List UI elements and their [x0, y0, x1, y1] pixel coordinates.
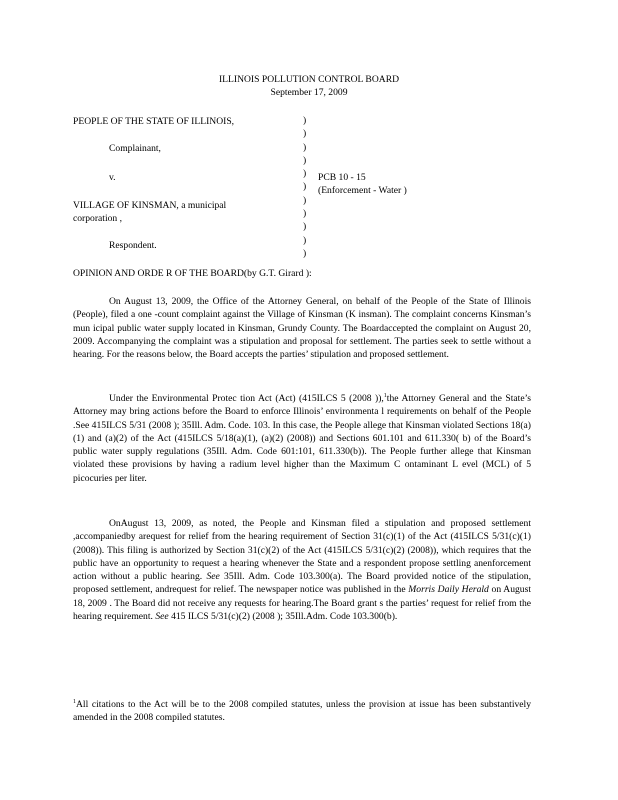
- caption-defendant-line2: corporation ,: [73, 213, 123, 224]
- paragraph-3-text-c: on August 18, 2009 . The Board did not receive any requests for hearing.The Board grant s the parties’ request for relief from the hearing requirement.: [73, 584, 532, 623]
- paren: ): [303, 128, 307, 140]
- paragraph-3-text-a: OnAugust 13, 2009, as noted, the People and Kinsman filed a stipulation and proposed settlement ,accompaniedby arequest for relief from the hearing requirement of Section 31(c)(1) of the Act (415ILCS 5/31(c)(1) (2008)). This filing is authorized by Section 31(c)(2) of the Act (415ILCS 5/31(c)(2) (2008)), which requires that the public have an opportunity to request a hearing whenever the State and a respondent propose settling anenforcement action without a public hearing.: [73, 518, 531, 583]
- paren: ): [303, 247, 307, 259]
- paragraph-2-text-b: the Attorney General and the State’s Attorney may bring actions before the Board to enforce Illinois’ environmenta l requirements on behalf of the People .See 415ILCS 5/31 (2008 ); 35Ill. Adm. Code. 103. In this case, the People allege that Kinsman violated Sections 18(a)(1) and (a)(2) of the Act (415ILCS 5/18(a)(1), (a)(2) (2008)) and Sections 601.101 and 611.330( b) of the Board’s public water supply regulations (35Ill. Adm. Code 601:101, 611.330(b)). The People further allege that Kinsman violated these provisions by having a radium level higher than the Maximum C ontaminant L evel (MCL) of 5 picocuries per liter.: [73, 393, 531, 484]
- board-name: ILLINOIS POLLUTION CONTROL BOARD: [218, 74, 400, 85]
- paren: ): [303, 194, 307, 206]
- caption-defendant-line1: VILLAGE OF KINSMAN, a municipal: [73, 200, 227, 211]
- paren: ): [303, 168, 307, 180]
- newspaper-name: Morris Daily Herald: [408, 584, 489, 596]
- case-type: (Enforcement - Water ): [318, 185, 407, 196]
- paren: ): [303, 141, 307, 153]
- see-signal-2: See: [155, 611, 169, 623]
- opinion-heading: OPINION AND ORDE R OF THE BOARD(by G.T. Girard ):: [73, 268, 312, 279]
- paragraph-3-text-b: 35Ill. Adm. Code 103.300(a). The Board provided notice of the stipulation, proposed settlement, andrequest for relief. The newspaper notice was published in the: [73, 571, 531, 596]
- paren: ): [303, 115, 307, 126]
- case-number: PCB 10 - 15: [318, 172, 366, 183]
- paragraph-3-text-d: 415 ILCS 5/31(c)(2) (2008 ); 35Ill.Adm. Code 103.300(b).: [171, 611, 398, 623]
- paren: ): [303, 154, 307, 166]
- footnote-mark: 1: [73, 698, 76, 705]
- footnote-reference: 1: [383, 392, 387, 399]
- paragraph-2-text-a: Under the Environmental Protec tion Act (Act) (415ILCS 5 (2008 )),: [109, 393, 384, 404]
- paren: ): [303, 208, 307, 220]
- paragraph-3: [73, 517, 531, 623]
- paragraph-1: [73, 295, 531, 361]
- caption-plaintiff: PEOPLE OF THE STATE OF ILLINOIS,: [73, 116, 235, 127]
- paren: ): [303, 234, 307, 246]
- document-date: September 17, 2009: [270, 87, 348, 98]
- footnote-text: All citations to the Act will be to the 2008 compiled statutes, unless the provision at issue has been substantively amended in the 2008 compiled statutes.: [73, 699, 531, 724]
- paren: ): [303, 181, 307, 193]
- caption-complainant: Complainant,: [109, 143, 161, 154]
- see-signal: See: [206, 571, 220, 583]
- paren: ): [303, 221, 307, 233]
- caption-parentheses: [303, 114, 311, 260]
- caption-versus: v.: [109, 172, 116, 183]
- paragraph-1-text: On August 13, 2009, the Office of the Attorney General, on behalf of the People of the State of Illinois (People), filed a one -count complaint against the Village of Kinsman (K insman). The complaint concerns Kinsman’s mun icipal public water supply located in Kinsman, Grundy County. The Boardaccepted the complaint on August 20, 2009. Accompanying the complaint was a stipulation and proposal for settlement. The parties seek to settle without a hearing. For the reasons below, the Board accepts the parties’ stipulation and proposed settlement.: [73, 296, 531, 361]
- footnote: [73, 698, 531, 725]
- caption-respondent: Respondent.: [109, 240, 157, 251]
- paragraph-2: [73, 392, 531, 485]
